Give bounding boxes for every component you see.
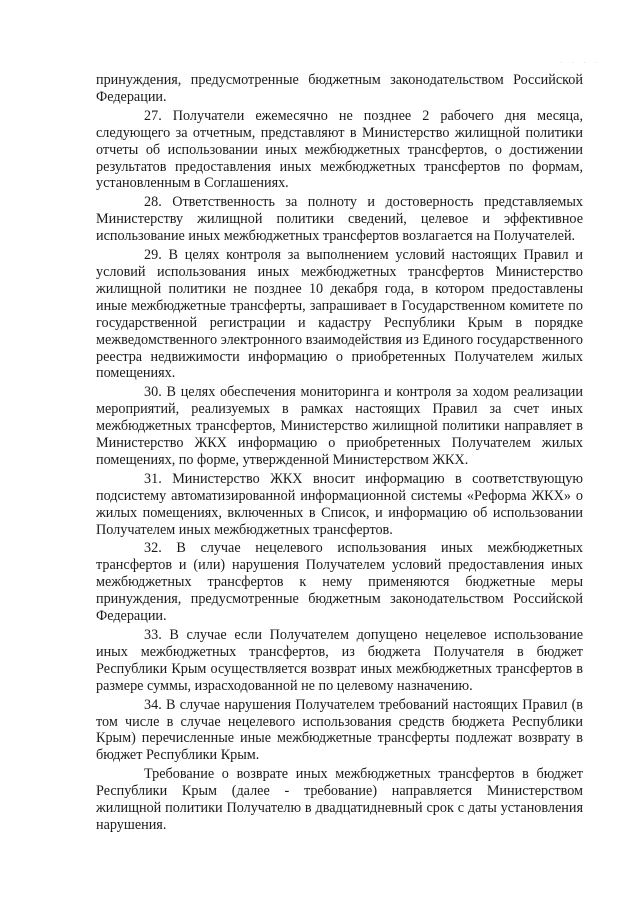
paragraph-31: 31. Министерство ЖКХ вносит информацию в соответствующую подсистему автоматизированной информационной системы «Реформа ЖКХ» о жилых помещениях, включенных в Список, и информацию об использовании Получателем иных межбюджетных трансфертов.: [96, 470, 583, 538]
paragraph-30: 30. В целях обеспечения мониторинга и контроля за ходом реализации мероприятий, реализуемых в рамках настоящих Правил за счет иных межбюджетных трансфертов, Министерство жилищной политики направляет в Министерство ЖКХ информацию о приобретенных Получателем жилых помещениях, по форме, утвержденной Министерством ЖКХ.: [96, 384, 583, 468]
scan-artifact-dots: · · · ·: [560, 60, 602, 67]
paragraph-32: 32. В случае нецелевого использования иных межбюджетных трансфертов и (или) нарушения Получателем условий предоставления иных межбюджетных трансфертов к нему применяются бюджетные меры принуждения, предусмотренные бюджетным законодательством Российской Федерации.: [96, 540, 583, 625]
paragraph-33: 33. В случае если Получателем допущено нецелевое использование иных межбюджетных трансфертов, из бюджета Получателя в бюджет Республики Крым осуществляется возврат иных межбюджетных трансфертов в размере суммы, израсходованной не по целевому назначению.: [96, 627, 583, 694]
paragraph-28: 28. Ответственность за полноту и достоверность представляемых Министерству жилищной политики сведений, целевое и эффективное использование иных межбюджетных трансфертов возлагается на Получателей.: [96, 194, 583, 245]
paragraph-continuation: принуждения, предусмотренные бюджетным законодательством Российской Федерации.: [96, 72, 583, 105]
document-page: [96, 72, 583, 834]
paragraph-27: 27. Получатели ежемесячно не позднее 2 рабочего дня месяца, следующего за отчетным, представляют в Министерство жилищной политики отчеты об использовании иных межбюджетных трансфертов, о достижении результатов предоставления иных межбюджетных трансфертов по формам, установленным в Соглашениях.: [96, 107, 583, 192]
paragraph-34: 34. В случае нарушения Получателем требований настоящих Правил (в том числе в случае нецелевого использования средств бюджета Республики Крым) перечисленные иные межбюджетные трансферты подлежат возврату в бюджет Республики Крым.: [96, 696, 583, 764]
paragraph-29: 29. В целях контроля за выполнением условий настоящих Правил и условий использования иных межбюджетных трансфертов Министерство жилищной политики не позднее 10 декабря года, в котором предоставлены иные межбюджетные трансферты, запрашивает в Государственном комитете по государственной регистрации и кадастру Республики Крым в порядке межведомственного электронного взаимодействия из Единого государственного реестра недвижимости информацию о приобретенных Получателем жилых помещениях.: [96, 247, 583, 382]
paragraph-requirement: Требование о возврате иных межбюджетных трансфертов в бюджет Республики Крым (далее - требование) направляется Министерством жилищной политики Получателю в двадцатидневный срок с даты установления нарушения.: [96, 766, 583, 833]
